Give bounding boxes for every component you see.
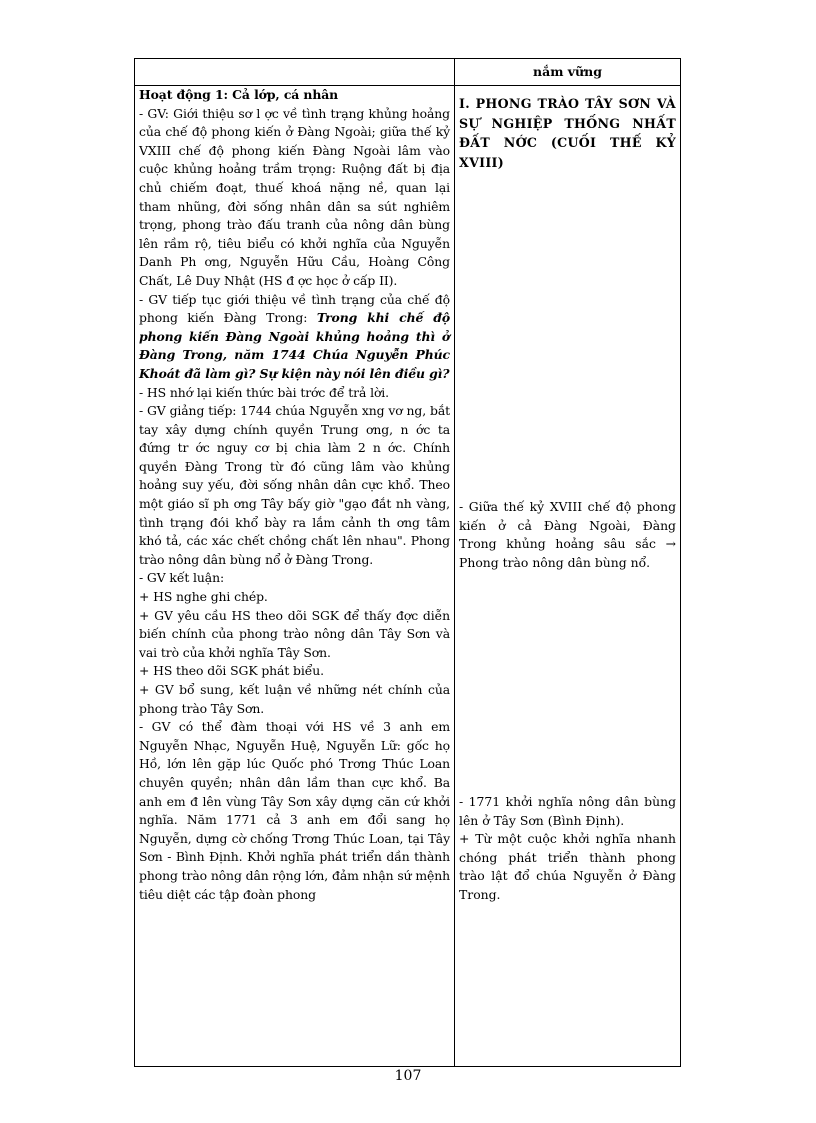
lesson-plan-table xyxy=(134,58,681,1067)
knowledge-cell xyxy=(455,86,681,1067)
knowledge-note-line: - 1771 khởi nghĩa nông dân bùng lên ở Tây Sơn (Bình Định). xyxy=(459,794,676,828)
knowledge-note xyxy=(459,793,676,905)
table-content-row xyxy=(135,86,681,1067)
arrow-right-icon: → xyxy=(665,536,676,552)
activity-paragraph: + GV yêu cầu HS theo dõi SGK để thấy đợc diễn biến chính của phong trào nông dân Tây Sơn và vai trò của khởi nghĩa Tây Sơn. xyxy=(139,607,450,660)
page-number: 107 xyxy=(394,1068,422,1084)
section-title: I. PHONG TRÀO TÂY SƠN VÀ SỰ NGHIỆP THỐNG NHẤT ĐẤT NỚC (CUỐI THẾ KỶ XVIII) xyxy=(459,96,676,170)
activity-paragraph: + HS nghe ghi chép. xyxy=(139,589,268,605)
activity-paragraph-question xyxy=(139,291,450,384)
knowledge-note: - Giữa thế kỷ XVIII chế độ phong kiến ở cả Đàng Ngoài, Đàng Trong khủng hoảng sâu sắc → Phong trào nông dân bùng nổ. xyxy=(459,499,676,570)
activity-paragraph: - GV có thể đàm thoại với HS về 3 anh em Nguyễn Nhạc, Nguyễn Huệ, Nguyễn Lữ: gốc họ Hồ, lớn lên gặp lúc Quốc phó Trơng Thúc Loan chuyên quyền; nhân dân lầm than cực khổ. Ba anh em đ lên vùng Tây Sơn xây dựng căn cứ khởi nghĩa. Năm 1771 cả 3 anh em đổi sang họ Nguyễn, dựng cờ chống Trơng Thúc Loan, tại Tây Sơn - Bình Định. Khởi nghĩa phát triển dần thành phong trào nông dân rộng lớn, đảm nhận sứ mệnh tiêu diệt các tập đoàn phong xyxy=(139,719,450,902)
activity-paragraph: - HS nhớ lại kiến thức bài trớc để trả lời. xyxy=(139,384,390,400)
activity-paragraph: - GV: Giới thiệu sơ l ợc về tình trạng khủng hoảng của chế độ phong kiến ở Đàng Ngoài; giữa thế kỷ VXIII chế độ phong kiến Đàng Ngoài lâm vào cuộc khủng hoảng trầm trọng: Ruộng đất bị địa chủ chiếm đoạt, thuế khoá nặng nề, quan lại tham nhũng, đời sống nhân dân sa sút nghiêm trọng, phong trào đấu tranh của nông dân bùng lên rầm rộ, tiêu biểu có khởi nghĩa của Nguyễn Danh Ph ơng, Nguyễn Hữu Cầu, Hoàng Công Chất, Lê Duy Nhật (HS đ ợc học ở cấp II). xyxy=(139,105,450,288)
table-header-row xyxy=(135,59,681,86)
knowledge-note-line: + Từ một cuộc khởi nghĩa nhanh chóng phát triển thành phong trào lật đổ chúa Nguyễn ở Đàng Trong. xyxy=(459,831,676,902)
activity-paragraph: + GV bổ sung, kết luận về những nét chính của phong trào Tây Sơn. xyxy=(139,682,450,716)
header-left-cell xyxy=(135,59,455,86)
activity-title: Hoạt động 1: Cả lớp, cá nhân xyxy=(139,87,339,102)
activity-paragraph: - GV kết luận: xyxy=(139,570,225,586)
activity-paragraph: - GV giảng tiếp: 1744 chúa Nguyễn xng vơ ng, bắt tay xây dựng chính quyền Trung ơng, n ớc ta đứng tr ớc nguy cơ bị chia làm 2 n ớc. Chính quyền Đàng Trong từ đó cũng lâm vào khủng hoảng suy yếu, đời sống nhân dân cực khổ. Theo một giáo sĩ ph ơng Tây bấy giờ "gạo đắt nh vàng, tình trạng đói khổ bày ra lắm cảnh th ơng tâm khó tả, các xác chết chồng chất lên nhau". Phong trào nông dân bùng nổ ở Đàng Trong. xyxy=(139,403,450,567)
question-text: Trong khi chế độ phong kiến Đàng Ngoài khủng hoảng thì ở Đàng Trong, năm 1744 Chúa Nguyễn Phúc Khoát đã làm gì? Sự kiện này nói lên điều gì? xyxy=(139,310,450,381)
question-intro: - GV tiếp tục giới thiệu về tình trạng của chế độ phong kiến Đàng Trong: xyxy=(139,291,450,326)
teaching-activities-cell xyxy=(135,86,455,1067)
activity-paragraph: + HS theo dõi SGK phát biểu. xyxy=(139,663,324,679)
header-right-cell: nắm vững xyxy=(455,59,681,86)
